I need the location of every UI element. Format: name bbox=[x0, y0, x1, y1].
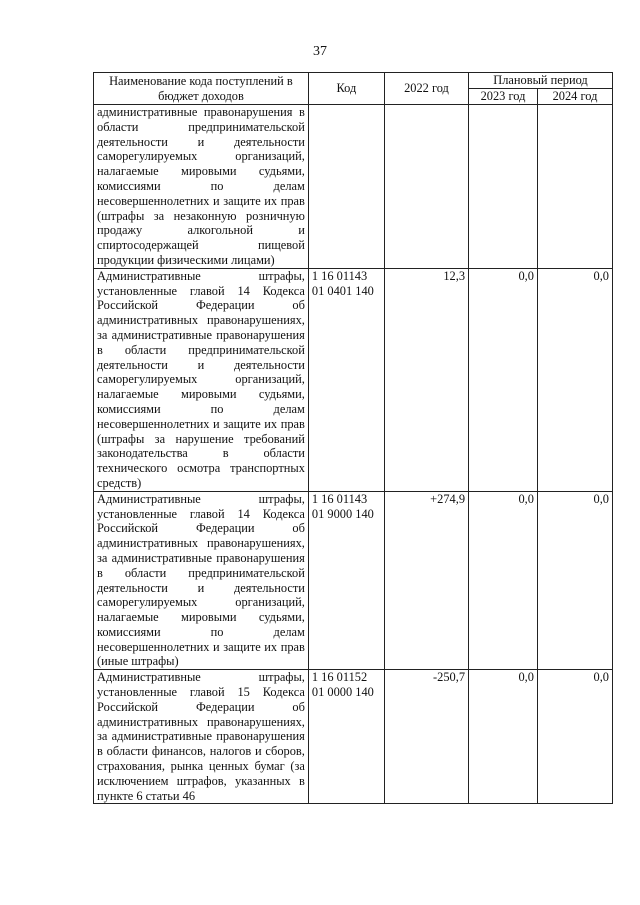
revenue-name: Административные штрафы, установленные главой 14 Кодекса Российской Федерации об административных правонарушениях, за административные правонарушения в области предпринимательской деятельности и деятельности саморегулируемых организаций, налагаемые мировыми судьями, комиссиями по делам несовершеннолетних и защите их прав (иные штрафы) bbox=[94, 491, 309, 670]
header-2022: 2022 год bbox=[384, 73, 468, 105]
value-2022: -250,7 bbox=[384, 670, 468, 804]
header-name: Наименование кода поступлений в бюджет доходов bbox=[94, 73, 309, 105]
header-2023: 2023 год bbox=[469, 89, 538, 105]
value-2023: 0,0 bbox=[469, 268, 538, 491]
table-row bbox=[94, 105, 613, 269]
table-row bbox=[94, 670, 613, 804]
value-2023 bbox=[469, 105, 538, 269]
value-2022: +274,9 bbox=[384, 491, 468, 670]
revenue-name: административные правонарушения в области предпринимательской деятельности и деятельности саморегулируемых организаций, налагаемые мировыми судьями, комиссиями по делам несовершеннолетних и защите их прав (штрафы за незаконную розничную продажу алкогольной и спиртосодержащей пищевой продукции физическими лицами) bbox=[94, 105, 309, 269]
page-number: 37 bbox=[313, 44, 327, 59]
value-2023: 0,0 bbox=[469, 491, 538, 670]
header-row bbox=[94, 73, 613, 89]
header-2024: 2024 год bbox=[537, 89, 612, 105]
table-row bbox=[94, 491, 613, 670]
header-planned-period: Плановый период bbox=[469, 73, 613, 89]
value-2022: 12,3 bbox=[384, 268, 468, 491]
revenue-code bbox=[308, 105, 384, 269]
value-2023: 0,0 bbox=[469, 670, 538, 804]
value-2024: 0,0 bbox=[537, 670, 612, 804]
value-2024: 0,0 bbox=[537, 491, 612, 670]
header-code: Код bbox=[308, 73, 384, 105]
revenue-code: 1 16 01152 01 0000 140 bbox=[308, 670, 384, 804]
revenue-name: Административные штрафы, установленные главой 15 Кодекса Российской Федерации об административных правонарушениях, за административные правонарушения в области финансов, налогов и сборов, страхования, рынка ценных бумаг (за исключением штрафов, указанных в пункте 6 статьи 46 bbox=[94, 670, 309, 804]
value-2024 bbox=[537, 105, 612, 269]
value-2024: 0,0 bbox=[537, 268, 612, 491]
table-row bbox=[94, 268, 613, 491]
revenue-table bbox=[93, 72, 613, 804]
revenue-name: Административные штрафы, установленные главой 14 Кодекса Российской Федерации об административных правонарушениях, за административные правонарушения в области предпринимательской деятельности и деятельности саморегулируемых организаций, налагаемые мировыми судьями, комиссиями по делам несовершеннолетних и защите их прав (штрафы за нарушение требований законодательства в области технического осмотра транспортных средств) bbox=[94, 268, 309, 491]
value-2022 bbox=[384, 105, 468, 269]
revenue-code: 1 16 01143 01 0401 140 bbox=[308, 268, 384, 491]
revenue-code: 1 16 01143 01 9000 140 bbox=[308, 491, 384, 670]
